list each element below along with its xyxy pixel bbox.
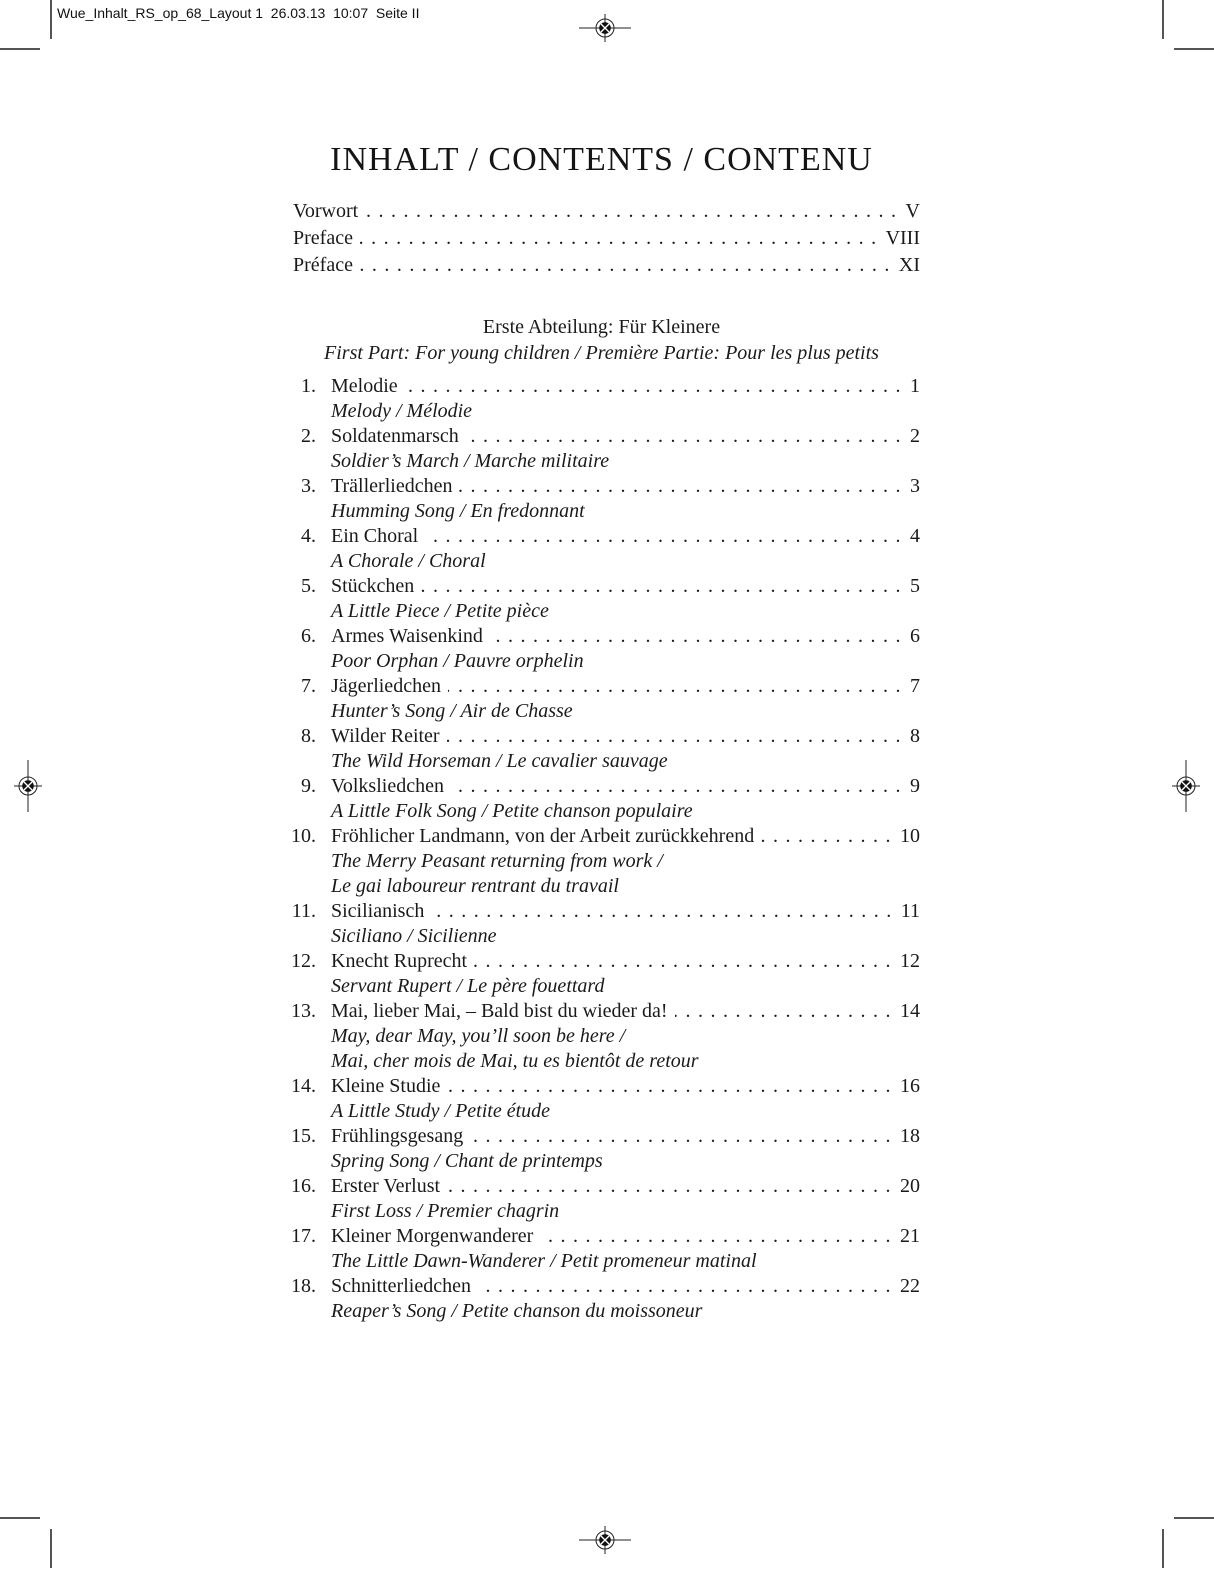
section-heading: Erste Abteilung: Für Kleinere xyxy=(482,316,721,338)
entry-subtitle: A Little Study / Petite étude xyxy=(331,1100,551,1122)
entry-title: Wilder Reiter xyxy=(331,725,440,747)
entry-number: 18. xyxy=(291,1275,316,1297)
front-matter-page-number: XI xyxy=(898,254,920,276)
entry-title: Knecht Ruprecht xyxy=(331,950,468,972)
front-matter-list xyxy=(293,198,920,279)
toc-entry-row xyxy=(283,1124,920,1149)
entry-subtitle: May, dear May, you’ll soon be here / xyxy=(331,1025,626,1047)
page-title: INHALT / CONTENTS / CONTENU xyxy=(330,141,873,178)
dot-leader xyxy=(466,424,908,449)
entry-title: Stückchen xyxy=(331,575,415,597)
entry-page-number: 12 xyxy=(900,950,920,972)
entry-page-number: 14 xyxy=(900,1000,920,1022)
front-matter-page-number: VIII xyxy=(885,227,920,249)
toc-entry-row xyxy=(283,624,920,649)
entry-page-number: 4 xyxy=(910,525,920,547)
crop-mark-top-right-vertical xyxy=(1162,0,1164,39)
entry-title: Mai, lieber Mai, – Bald bist du wieder da! xyxy=(331,1000,668,1022)
entry-subtitle: Mai, cher mois de Mai, tu es bientôt de retour xyxy=(331,1050,699,1072)
dot-leader xyxy=(470,1124,898,1149)
dot-leader xyxy=(421,574,908,599)
crop-mark-top-left-vertical xyxy=(50,0,52,39)
entry-number: 15. xyxy=(291,1125,316,1147)
entry-page-number: 6 xyxy=(910,625,920,647)
entry-subtitle: A Little Piece / Petite pièce xyxy=(331,600,549,622)
dot-leader xyxy=(405,374,908,399)
entry-subtitle: Hunter’s Song / Air de Chasse xyxy=(331,700,573,722)
entry-subtitle: Reaper’s Song / Petite chanson du moissoneur xyxy=(331,1300,703,1322)
crop-mark-bottom-right-horizontal xyxy=(1174,1517,1214,1519)
entry-title: Erster Verlust xyxy=(331,1175,441,1197)
dot-leader xyxy=(474,949,898,974)
entry-number: 10. xyxy=(291,825,316,847)
entry-page-number: 8 xyxy=(910,725,920,747)
section-subheading: First Part: For young children / Première Partie: Pour les plus petits xyxy=(324,342,879,364)
toc-entry-row xyxy=(283,674,920,699)
entry-page-number: 18 xyxy=(900,1125,920,1147)
toc-entry-row xyxy=(283,949,920,974)
crop-mark-bottom-left-horizontal xyxy=(0,1517,40,1519)
entry-title: Sicilianisch xyxy=(331,900,425,922)
entry-page-number: 1 xyxy=(910,375,920,397)
entry-title: Melodie xyxy=(331,375,398,397)
entry-subtitle: The Merry Peasant returning from work / xyxy=(331,850,663,872)
toc-entry-row xyxy=(283,824,920,849)
dot-leader xyxy=(447,1074,898,1099)
dot-leader xyxy=(360,252,897,279)
entry-page-number: 16 xyxy=(900,1075,920,1097)
entry-page-number: 11 xyxy=(900,900,920,922)
dot-leader xyxy=(365,198,903,225)
entry-page-number: 2 xyxy=(910,425,920,447)
toc-entry-row xyxy=(283,474,920,499)
toc-entry-row xyxy=(283,1174,920,1199)
entry-title: Frühlingsgesang xyxy=(331,1125,464,1147)
entry-number: 16. xyxy=(291,1175,316,1197)
toc-entry-row xyxy=(283,724,920,749)
toc-entries xyxy=(283,374,920,1324)
entry-page-number: 22 xyxy=(900,1275,920,1297)
front-matter-label: Préface xyxy=(293,254,353,276)
entry-subtitle: A Chorale / Choral xyxy=(331,550,486,572)
toc-entry-row xyxy=(283,574,920,599)
toc-entry-row xyxy=(283,999,920,1024)
dot-leader xyxy=(360,225,884,252)
entry-title: Volksliedchen xyxy=(331,775,444,797)
entry-title: Fröhlicher Landmann, von der Arbeit zurückkehrend xyxy=(331,825,755,847)
dot-leader xyxy=(448,674,908,699)
entry-subtitle: The Little Dawn-Wanderer / Petit promeneur matinal xyxy=(331,1250,757,1272)
entry-page-number: 20 xyxy=(900,1175,920,1197)
entry-number: 4. xyxy=(301,525,316,547)
entry-number: 6. xyxy=(301,625,316,647)
entry-subtitle: Melody / Mélodie xyxy=(331,400,473,422)
front-matter-label: Vorwort xyxy=(293,200,359,222)
entry-subtitle: Soldier’s March / Marche militaire xyxy=(331,450,610,472)
entry-subtitle: Le gai laboureur rentrant du travail xyxy=(331,875,619,897)
entry-title: Soldatenmarsch xyxy=(331,425,459,447)
entry-page-number: 5 xyxy=(910,575,920,597)
entry-subtitle: Spring Song / Chant de printemps xyxy=(331,1150,603,1172)
entry-page-number: 7 xyxy=(910,675,920,697)
front-matter-label: Preface xyxy=(293,227,353,249)
entry-number: 13. xyxy=(291,1000,316,1022)
toc-entry-row xyxy=(283,774,920,799)
toc-entry-row xyxy=(283,374,920,399)
toc-page xyxy=(283,0,920,1569)
entry-number: 17. xyxy=(291,1225,316,1247)
crop-mark-bottom-right-vertical xyxy=(1162,1529,1164,1568)
entry-subtitle: First Loss / Premier chagrin xyxy=(331,1200,560,1222)
entry-title: Trällerliedchen xyxy=(331,475,453,497)
entry-subtitle: The Wild Horseman / Le cavalier sauvage xyxy=(331,750,668,772)
entry-number: 9. xyxy=(301,775,316,797)
entry-page-number: 3 xyxy=(910,475,920,497)
entry-number: 14. xyxy=(291,1075,316,1097)
entry-number: 7. xyxy=(301,675,316,697)
entry-title: Jägerliedchen xyxy=(331,675,441,697)
section-heading-block xyxy=(283,314,920,366)
dot-leader xyxy=(447,724,908,749)
entry-subtitle: Servant Rupert / Le père fouettard xyxy=(331,975,605,997)
entry-number: 3. xyxy=(301,475,316,497)
registration-mark-icon xyxy=(2,760,54,812)
dot-leader xyxy=(761,824,898,849)
front-matter-row xyxy=(293,252,920,279)
toc-entry-row xyxy=(283,524,920,549)
entry-number: 11. xyxy=(291,900,316,922)
toc-entry-row xyxy=(283,1274,920,1299)
entry-subtitle: Poor Orphan / Pauvre orphelin xyxy=(331,650,584,672)
toc-entry-row xyxy=(283,424,920,449)
print-job-header: Wue_Inhalt_RS_op_68_Layout 1 26.03.13 10:07 Seite II xyxy=(57,5,420,21)
entry-number: 1. xyxy=(301,375,316,397)
crop-mark-bottom-left-vertical xyxy=(50,1529,52,1568)
dot-leader xyxy=(447,1174,898,1199)
front-matter-row xyxy=(293,225,920,252)
entry-title: Armes Waisenkind xyxy=(331,625,483,647)
entry-title: Ein Choral xyxy=(331,525,419,547)
entry-number: 12. xyxy=(291,950,316,972)
entry-number: 2. xyxy=(301,425,316,447)
entry-title: Kleiner Morgenwanderer xyxy=(331,1225,534,1247)
dot-leader xyxy=(425,524,908,549)
entry-subtitle: Humming Song / En fredonnant xyxy=(331,500,585,522)
entry-subtitle: Siciliano / Sicilienne xyxy=(331,925,497,947)
registration-mark-icon xyxy=(1160,760,1212,812)
entry-number: 5. xyxy=(301,575,316,597)
toc-entry-row xyxy=(283,1074,920,1099)
entry-page-number: 10 xyxy=(900,825,920,847)
crop-mark-top-left-horizontal xyxy=(0,48,40,50)
entry-subtitle: A Little Folk Song / Petite chanson populaire xyxy=(331,800,693,822)
entry-title: Schnitterliedchen xyxy=(331,1275,471,1297)
front-matter-page-number: V xyxy=(905,200,920,222)
dot-leader xyxy=(490,624,908,649)
entry-title: Kleine Studie xyxy=(331,1075,441,1097)
crop-mark-top-right-horizontal xyxy=(1174,48,1214,50)
entry-number: 8. xyxy=(301,725,316,747)
entry-page-number: 21 xyxy=(900,1225,920,1247)
dot-leader xyxy=(459,474,908,499)
toc-entry-row xyxy=(283,1224,920,1249)
dot-leader xyxy=(451,774,908,799)
dot-leader xyxy=(540,1224,898,1249)
dot-leader xyxy=(431,899,898,924)
entry-page-number: 9 xyxy=(910,775,920,797)
dot-leader xyxy=(478,1274,898,1299)
dot-leader xyxy=(675,999,898,1024)
toc-entry-row xyxy=(283,899,920,924)
front-matter-row xyxy=(293,198,920,225)
